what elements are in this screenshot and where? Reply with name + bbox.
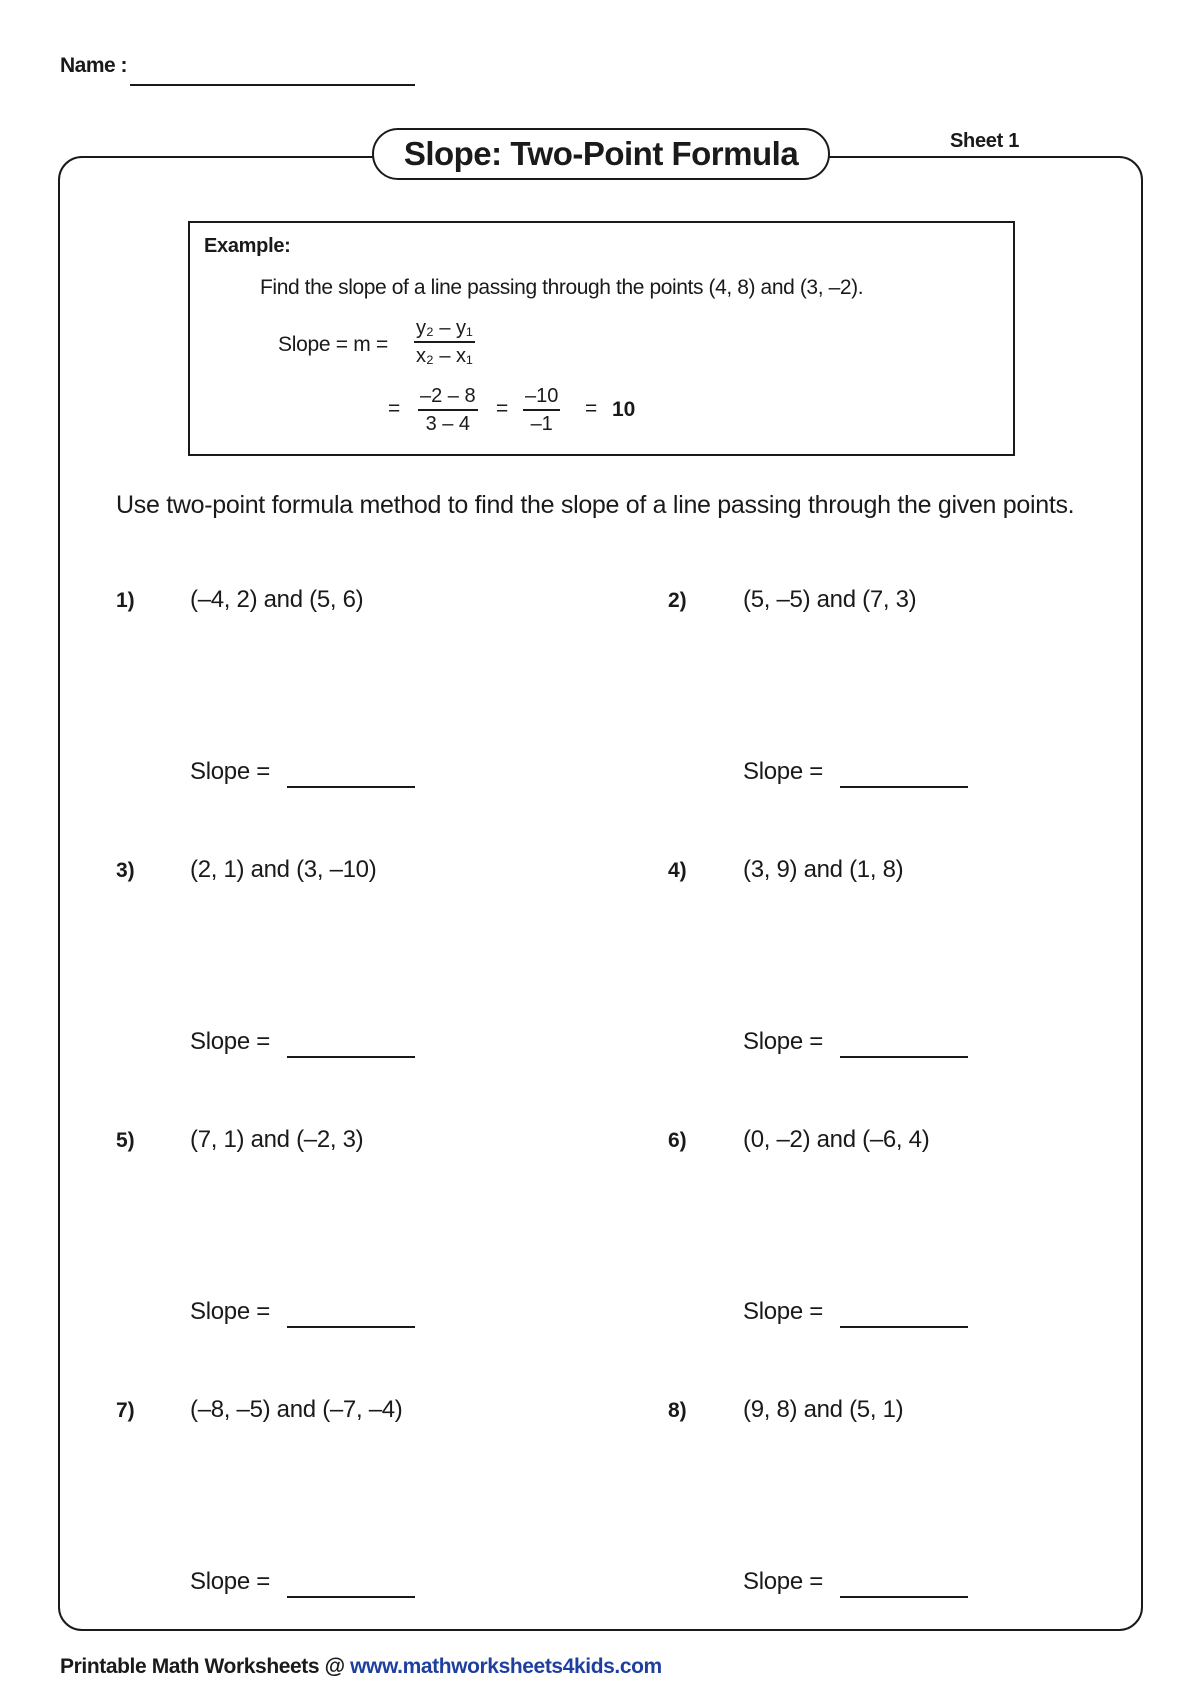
- problem-points: (–4, 2) and (5, 6): [190, 586, 364, 613]
- problem-points: (9, 8) and (5, 1): [743, 1396, 904, 1423]
- problem-number: 5): [116, 1129, 135, 1152]
- sheet-number: Sheet 1: [950, 130, 1020, 152]
- slope-answer-blank[interactable]: [287, 1056, 415, 1058]
- slope-answer-blank[interactable]: [840, 1326, 968, 1328]
- equals-sign: =: [585, 397, 598, 420]
- fraction-bar: [418, 409, 478, 411]
- footer-text: Printable Math Worksheets @: [60, 1655, 351, 1678]
- step1-denominator: 3 – 4: [425, 413, 471, 435]
- slope-answer-label: Slope =: [190, 1298, 270, 1325]
- slope-answer-blank[interactable]: [287, 1596, 415, 1598]
- example-label: Example:: [204, 235, 291, 257]
- step2-fraction: [523, 384, 560, 436]
- problem-number: 4): [668, 859, 687, 882]
- problem-points: (5, –5) and (7, 3): [743, 586, 917, 613]
- example-problem: Find the slope of a line passing through the points (4, 8) and (3, –2).: [260, 276, 864, 299]
- slope-answer-label: Slope =: [743, 1028, 823, 1055]
- problem-points: (0, –2) and (–6, 4): [743, 1126, 930, 1153]
- fraction-bar: [523, 409, 560, 411]
- problem-number: 2): [668, 589, 687, 612]
- example-answer: 10: [612, 398, 636, 421]
- step1-numerator: –2 – 8: [420, 385, 476, 407]
- slope-answer-label: Slope =: [190, 1028, 270, 1055]
- problem-points: (3, 9) and (1, 8): [743, 856, 904, 883]
- formula-numerator: y₂ – y₁: [416, 317, 473, 339]
- problem-points: (–8, –5) and (–7, –4): [190, 1396, 403, 1423]
- problem-number: 8): [668, 1399, 687, 1422]
- problem-number: 7): [116, 1399, 135, 1422]
- problem-points: (2, 1) and (3, –10): [190, 856, 377, 883]
- equals-sign: =: [496, 397, 509, 420]
- step1-fraction: [418, 384, 478, 436]
- slope-answer-label: Slope =: [743, 1568, 823, 1595]
- slope-answer-blank[interactable]: [287, 1326, 415, 1328]
- slope-answer-label: Slope =: [743, 758, 823, 785]
- equals-sign: =: [388, 397, 401, 420]
- step2-numerator: –10: [525, 385, 559, 407]
- example-slope-label: Slope = m =: [278, 333, 388, 356]
- problem-number: 6): [668, 1129, 687, 1152]
- slope-answer-label: Slope =: [190, 1568, 270, 1595]
- slope-answer-label: Slope =: [743, 1298, 823, 1325]
- slope-answer-blank[interactable]: [287, 786, 415, 788]
- slope-answer-blank[interactable]: [840, 1596, 968, 1598]
- footer-link[interactable]: www.mathworksheets4kids.com: [350, 1655, 662, 1678]
- fraction-bar: [414, 341, 475, 343]
- footer: [60, 1655, 662, 1679]
- slope-answer-blank[interactable]: [840, 1056, 968, 1058]
- formula-denominator: x₂ – x₁: [416, 345, 473, 367]
- formula-fraction: [414, 316, 475, 368]
- slope-answer-blank[interactable]: [840, 786, 968, 788]
- problem-number: 1): [116, 589, 135, 612]
- problem-points: (7, 1) and (–2, 3): [190, 1126, 364, 1153]
- name-label: Name :: [60, 54, 128, 77]
- worksheet-title: Slope: Two-Point Formula: [372, 128, 830, 180]
- problem-number: 3): [116, 859, 135, 882]
- slope-answer-label: Slope =: [190, 758, 270, 785]
- step2-denominator: –1: [530, 413, 553, 435]
- instructions: Use two-point formula method to find the slope of a line passing through the given points.: [116, 491, 1075, 519]
- name-blank-line[interactable]: [130, 84, 415, 86]
